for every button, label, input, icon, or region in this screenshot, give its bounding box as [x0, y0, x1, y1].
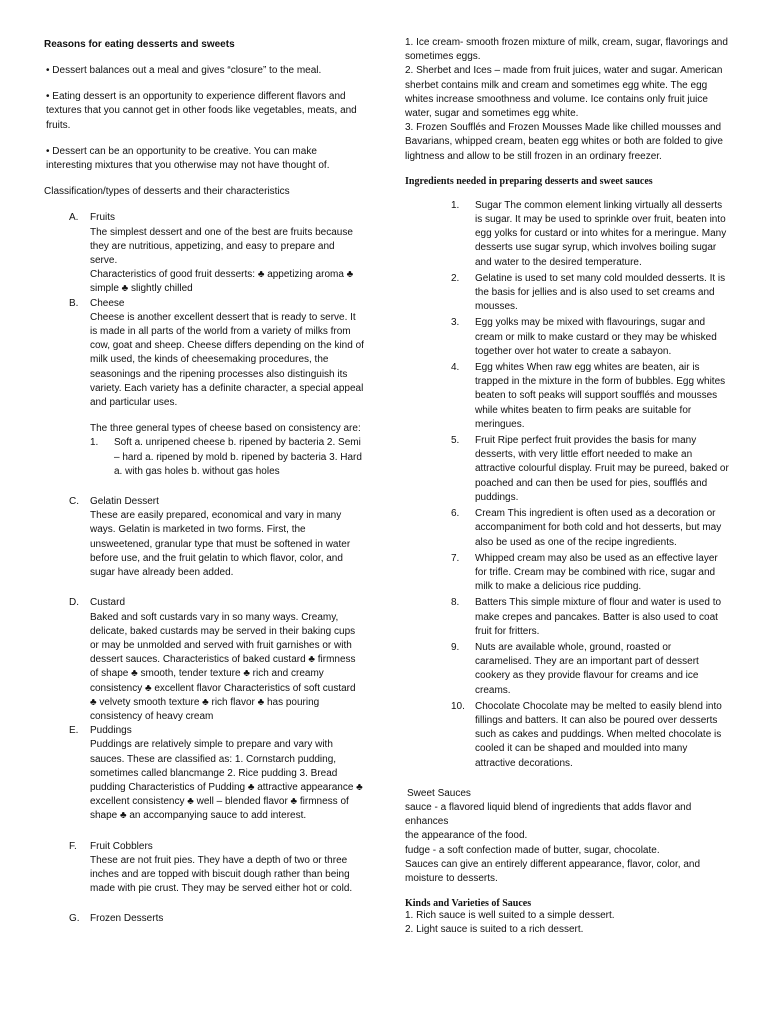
reasons-title: Reasons for eating desserts and sweets: [44, 39, 235, 50]
section-marker: A.: [69, 212, 79, 224]
ingredient-number: 8.: [451, 597, 460, 609]
section-body: These are not fruit pies. They have a depth of two or three inches and are topped with biscuit dough rather than being made with pie crust. They may be served either hot or cold.: [90, 854, 353, 895]
ingredient-text: Nuts are available whole, ground, roasted or caramelised. They are an important part of dessert cookery as they provide flavour for creams and ice creams.: [475, 641, 699, 696]
section-custard: [44, 596, 364, 724]
section-frozen-desserts: [44, 912, 364, 926]
ingredient-text: Whipped cream may also be used as an effective layer for trifle. Cream may be combined with rice, sugar and milk to make a delicious rice pudding.: [475, 552, 718, 593]
reason-bullet-2: • Eating dessert is an opportunity to experience different flavors and textures that you cannot get in other foods like vegetables, meats, and fruits.: [46, 91, 357, 131]
ingredient-number: 1.: [451, 199, 460, 211]
ingredient-text: Batters This simple mixture of flour and water is used to make crepes and pancakes. Batter is also used to coat fruit for fritters.: [475, 597, 722, 637]
ingredient-number: 9.: [451, 641, 460, 653]
section-extra: Characteristics of good fruit desserts: ♣ appetizing aroma ♣ simple ♣ slightly chilled: [90, 269, 354, 295]
ingredient-number: 7.: [451, 552, 460, 564]
section-marker: B.: [69, 297, 79, 309]
kinds-of-sauces-item: 1. Rich sauce is well suited to a simple dessert.: [405, 910, 615, 922]
ingredient-item: [405, 272, 730, 315]
ingredient-item: [405, 316, 730, 359]
ingredient-text: Egg yolks may be mixed with flavourings, sugar and cream or milk to make custard or they may be whisked together over hot water to create a sabayon.: [475, 317, 717, 357]
kinds-of-sauces-title: Kinds and Varieties of Sauces: [405, 898, 532, 910]
reason-bullet-1: • Dessert balances out a meal and gives “closure” to the meal.: [46, 65, 322, 76]
section-puddings: [44, 724, 364, 823]
frozen-item-3: 3. Frozen Soufflés and Frozen Mousses Made like chilled mousses and Bavarians, whipped cream, beaten egg whites or both are folded to give lightness and allow to be still frozen in an ordinary freezer.: [405, 122, 723, 162]
sweet-sauces-line: Sauces can give an entirely different appearance, flavor, color, and moisture to desserts.: [405, 858, 701, 884]
section-heading: Fruit Cobblers: [90, 840, 153, 852]
list-marker: 1.: [90, 437, 99, 449]
frozen-item-1: 1. Ice cream- smooth frozen mixture of milk, cream, sugar, flavorings and sometimes eggs.: [405, 37, 728, 63]
ingredient-item: [405, 552, 730, 595]
ingredients-list: [405, 199, 730, 771]
ingredient-item: [405, 199, 730, 270]
sweet-sauces-line: the appearance of the food.: [405, 830, 528, 842]
section-marker: G.: [69, 913, 80, 925]
ingredient-number: 3.: [451, 317, 460, 329]
section-fruits: [44, 211, 364, 296]
ingredient-item: [405, 641, 730, 698]
ingredient-text: Egg whites When raw egg whites are beaten, air is trapped in the mixture in the form of bubbles. Egg whites beaten to soft peaks will support soufflés and mousses while whites beaten to firm peaks are suitable for meringues.: [475, 362, 726, 430]
section-marker: F.: [69, 840, 77, 852]
ingredient-text: Fruit Ripe perfect fruit provides the basis for many desserts, with very little effort needed to make an attractive colourful display. Fruit may be pureed, baked or poached and can then be used for pies, soufflés and puddings.: [475, 435, 729, 503]
ingredient-number: 10.: [451, 700, 465, 712]
reason-bullet-3: • Dessert can be an opportunity to be creative. You can make interesting mixtures that you otherwise may not have thought of.: [46, 145, 330, 172]
section-fruit-cobblers: [44, 840, 364, 897]
ingredient-number: 6.: [451, 508, 460, 520]
section-heading: Puddings: [90, 725, 132, 737]
ingredient-text: Sugar The common element linking virtually all desserts is sugar. It may be used to sprinkle over fruit, beaten into egg yolks for custard or into whites for a meringue. Many desserts use sugar syrup, which involves boiling sugar and water to the desired temperature.: [475, 199, 727, 268]
ingredient-number: 4.: [451, 362, 460, 374]
section-heading: Fruits: [90, 212, 115, 224]
section-heading: Frozen Desserts: [90, 913, 164, 925]
section-body: Cheese is another excellent dessert that is ready to serve. It is made in all parts of the world from a variety of milks from cow, goat and sheep. Cheese differs depending on the kind of milk used, the kinds of cheesemaking procedures, the seasonings and the ripening processes also distinguish its variety. Each variety has a definite character, a special appeal and particular uses.: [90, 311, 364, 409]
cheese-types-intro: The three general types of cheese based on consistency are:: [90, 423, 361, 435]
section-body: Puddings are relatively simple to prepare and vary with sauces. These are classified as: 1. Cornstarch pudding, sometimes called blancmange 2. Rice pudding 3. Bread pudding Characteristics of Pudding ♣ attractive appearance ♣ excellent consistency ♣ well – blended flavor ♣ firmness of shape ♣ an accompanying sauce to add interest.: [90, 739, 363, 822]
ingredient-item: [405, 361, 730, 432]
ingredient-text: Gelatine is used to set many cold moulded desserts. It is the basis for jellies and is also used to set creams and mousses.: [475, 272, 726, 313]
section-heading: Gelatin Dessert: [90, 496, 159, 508]
section-heading: Cheese: [90, 297, 125, 309]
sweet-sauces-line: fudge - a soft confection made of butter, sugar, chocolate.: [405, 844, 660, 856]
section-marker: D.: [69, 597, 79, 609]
ingredient-number: 2.: [451, 272, 460, 284]
ingredient-item: [405, 434, 730, 505]
cheese-types-text: Soft a. unripened cheese b. ripened by bacteria 2. Semi – hard a. ripened by mold b. ripened by bacteria 3. Hard a. with gas holes b. without gas holes: [114, 437, 362, 477]
sweet-sauces-line: sauce - a flavored liquid blend of ingredients that adds flavor and enhances: [405, 801, 692, 828]
ingredient-item: [405, 596, 730, 639]
ingredient-text: Chocolate Chocolate may be melted to easily blend into fillings and batters. It can also be poured over desserts such as cakes and puddings. When melted chocolate is cooled it can be shaped and moulded into many attractive decorations.: [475, 700, 722, 769]
right-column: [405, 36, 730, 938]
section-body: The simplest dessert and one of the best are fruits because they are nutritious, appetizing, and easy to prepare and serve.: [90, 226, 353, 267]
ingredient-item: [405, 700, 730, 771]
section-marker: E.: [69, 725, 79, 737]
section-marker: C.: [69, 496, 79, 508]
frozen-item-2: 2. Sherbet and Ices – made from fruit juices, water and sugar. American sherbet contains milk and cream and sometimes egg white. The egg whites increase smoothness and volume. Ice contains only fruit juice water, sugar and sometimes egg white.: [405, 65, 723, 120]
classification-heading: Classification/types of desserts and their characteristics: [44, 186, 290, 198]
ingredients-title: Ingredients needed in preparing desserts and sweet sauces: [405, 175, 653, 187]
left-column: [44, 38, 364, 927]
ingredient-item: [405, 507, 730, 550]
section-gelatin: [44, 495, 364, 580]
kinds-of-sauces-item: 2. Light sauce is suited to a rich dessert.: [405, 924, 584, 936]
section-heading: Custard: [90, 597, 126, 609]
cheese-types-list: [90, 436, 364, 479]
sweet-sauces-title: Sweet Sauces: [407, 787, 471, 799]
section-cheese: [44, 297, 364, 479]
section-body: Baked and soft custards vary in so many ways. Creamy, delicate, baked custards may be served in their baking cups or may be unmolded and served with fruit garnishes or with dessert sauces. Characteristics of baked custard ♣ firmness of shape ♣ smooth, tender texture ♣ rich and creamy consistency ♣ excellent flavor Characteristics of soft custard ♣ velvety smooth texture ♣ rich flavor ♣ has pouring consistency of heavy cream: [90, 611, 356, 722]
ingredient-number: 5.: [451, 435, 460, 447]
ingredient-text: Cream This ingredient is often used as a decoration or accompaniment for both cold and hot desserts, but may also be used as one of the recipe ingredients.: [475, 508, 722, 548]
section-body: These are easily prepared, economical and vary in many ways. Gelatin is marketed in two forms. First, the unsweetened, granular type that must be softened in water before use, and the fruit gelatin to which flavor, color, and sugar have already been added.: [90, 510, 351, 579]
